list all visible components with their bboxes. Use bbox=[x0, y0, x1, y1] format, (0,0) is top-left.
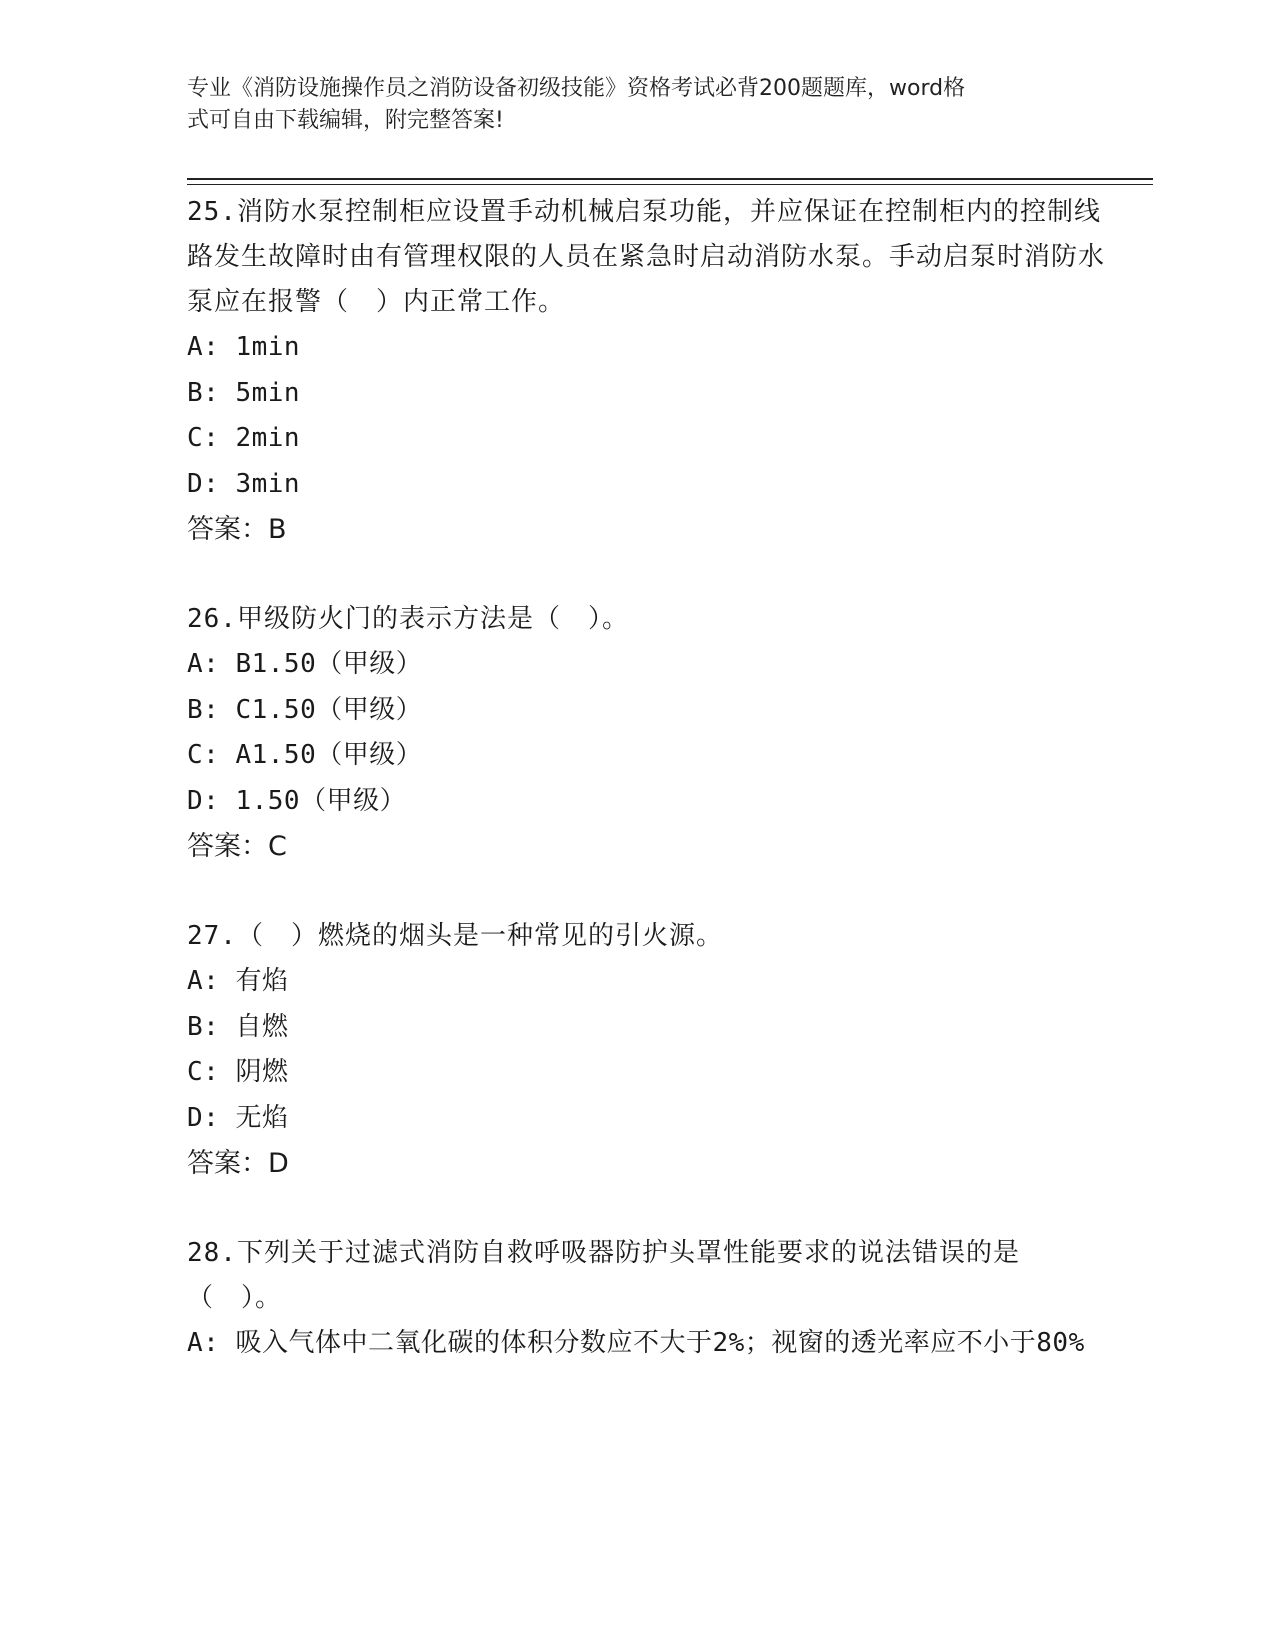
option-c: C: 阴燃 bbox=[187, 1057, 289, 1087]
header-divider-thick bbox=[187, 178, 1153, 180]
option-b: B: C1.50（甲级） bbox=[187, 694, 423, 725]
question-26 bbox=[187, 597, 1107, 870]
header-divider-thin bbox=[187, 184, 1153, 185]
option-d: D: 无焰 bbox=[187, 1102, 289, 1133]
header-line-2: 式可自由下载编辑，附完整答案! bbox=[187, 108, 504, 133]
option-a: A: B1.50（甲级） bbox=[187, 649, 423, 679]
option-c: C: 2min bbox=[187, 423, 301, 453]
option-a: A: 吸入气体中二氧化碳的体积分数应不大于2%；视窗的透光率应不小于80% bbox=[187, 1328, 1085, 1358]
option-b: B: 5min bbox=[187, 377, 301, 408]
question-28 bbox=[187, 1231, 1107, 1367]
answer-label: 答案：D bbox=[187, 1148, 289, 1179]
question-list bbox=[187, 190, 1107, 1411]
question-stem: 26.甲级防火门的表示方法是（ ）。 bbox=[187, 604, 629, 634]
option-d: D: 1.50（甲级） bbox=[187, 785, 407, 816]
question-stem: 27.（ ）燃烧的烟头是一种常见的引火源。 bbox=[187, 921, 723, 951]
question-27 bbox=[187, 914, 1107, 1187]
question-stem: 28.下列关于过滤式消防自救呼吸器防护头罩性能要求的说法错误的是（ ）。 bbox=[187, 1238, 1020, 1313]
option-c: C: A1.50（甲级） bbox=[187, 740, 423, 770]
option-d: D: 3min bbox=[187, 468, 301, 499]
option-a: A: 有焰 bbox=[187, 966, 289, 996]
question-stem: 25.消防水泵控制柜应设置手动机械启泵功能，并应保证在控制柜内的控制线路发生故障时由有管理权限的人员在紧急时启动消防水泵。手动启泵时消防水泵应在报警（ ）内正常工作。 bbox=[187, 197, 1106, 317]
document-header bbox=[187, 73, 1087, 137]
question-25 bbox=[187, 190, 1107, 553]
option-b: B: 自燃 bbox=[187, 1011, 289, 1042]
answer-label: 答案：B bbox=[187, 514, 287, 545]
answer-label: 答案：C bbox=[187, 831, 287, 862]
header-line-1: 专业《消防设施操作员之消防设备初级技能》资格考试必背200题题库，word格 bbox=[187, 76, 966, 101]
option-a: A: 1min bbox=[187, 332, 301, 362]
